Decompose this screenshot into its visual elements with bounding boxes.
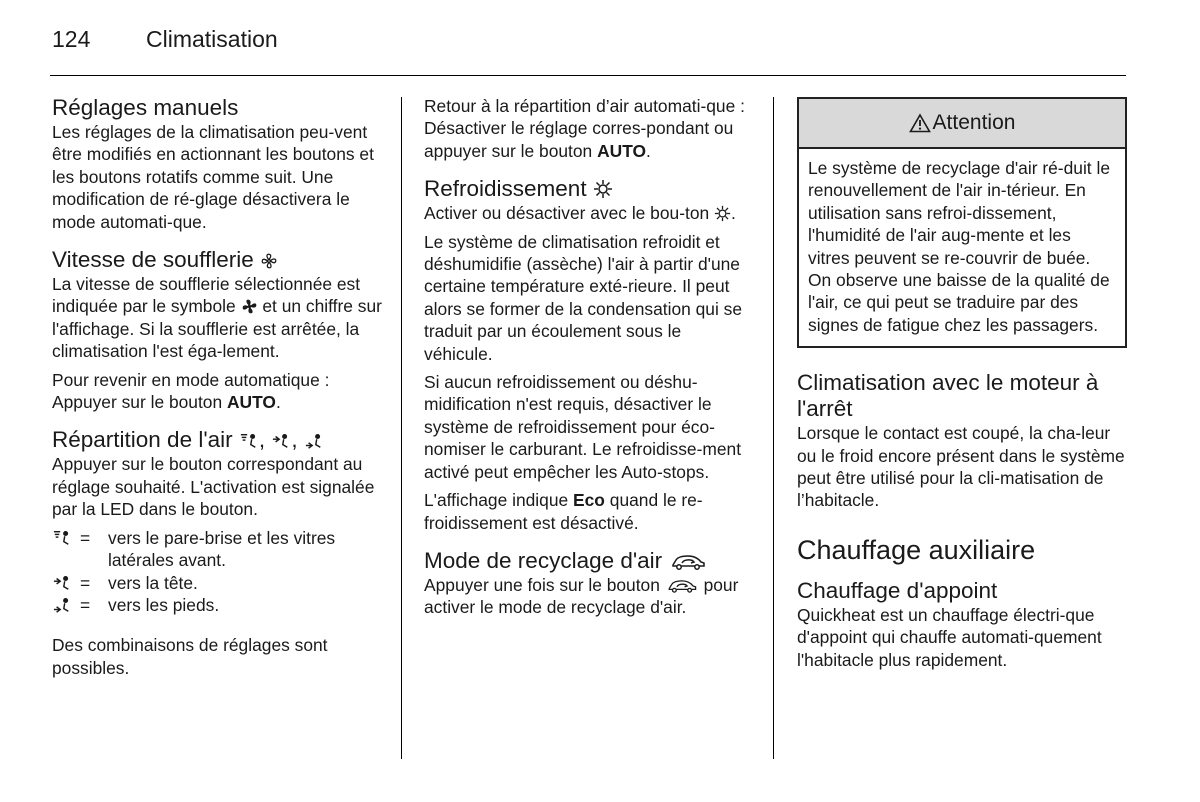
page-number: 124 — [52, 26, 91, 52]
head-air-icon — [271, 432, 291, 450]
heading-engine-off: Climatisation avec le moteur à l'arrêt — [797, 370, 1099, 422]
windscreen-air-icon — [52, 527, 80, 572]
legend-text-windscreen: vers le pare-brise et les vitres latérales avant. — [108, 527, 336, 571]
attention-title: Attention — [932, 110, 1016, 134]
heading-air-distribution: Répartition de l'air , , — [52, 427, 387, 453]
heading-supplementary-heating: Chauffage d'appoint — [797, 577, 998, 603]
attention-box — [797, 97, 1127, 348]
snowflake-icon — [593, 179, 613, 199]
heading-cooling: Refroidissement — [424, 176, 754, 202]
paragraph-air-distribution: Appuyer sur le bouton correspondant au réglage souhaité. L'activation est signalée par la LED dans le bouton. — [52, 454, 375, 520]
column-2 — [424, 95, 754, 625]
auto-button-label: AUTO — [597, 140, 647, 161]
eco-label: Eco — [573, 490, 605, 511]
legend-equals: = — [80, 594, 91, 615]
legend-text-feet: vers les pieds. — [108, 594, 220, 615]
paragraph-recirculation: Appuyer une fois sur le bouton pour activer le mode de recyclage d'air. — [424, 574, 739, 618]
auto-button-label: AUTO — [227, 392, 276, 413]
heading-manual-settings: Réglages manuels — [52, 95, 239, 120]
paragraph-return-auto: Pour revenir en mode automatique : Appuyer sur le bouton AUTO. — [52, 369, 330, 413]
feet-air-icon — [52, 594, 80, 616]
paragraph-quickheat: Quickheat est un chauffage électri-que d'appoint qui chauffe automati-quement l'habitacle plus rapidement. — [797, 604, 1102, 670]
heading-recirculation: Mode de recyclage d'air — [424, 548, 754, 574]
paragraph-cooling-system: Le système de climatisation refroidit et déshumidifie (assèche) l'air à partir d'une certaine température exté-rieure. Il peut alors se former de la condensation qui se traduit par un écoulement sous le véhicule. — [424, 231, 743, 364]
windscreen-air-icon — [239, 432, 259, 450]
paragraph-eco: L'affichage indique Eco quand le re-froidissement est désactivé. — [424, 490, 703, 533]
column-3 — [797, 95, 1127, 677]
attention-body: Le système de recyclage d'air ré-duit le renouvellement de l'air in-térieur. En utilisation sans refroi-dissement, l'humidité de l'air aug-mente et les vitres peuvent se re-couvrir de buée. On observe une baisse de la qualité de l'air, ce qui peut se traduire par des signes de fatigue chez les passagers. — [808, 158, 1111, 335]
recirculation-icon — [668, 553, 708, 571]
warning-triangle-icon — [909, 113, 931, 133]
legend-equals: = — [80, 572, 91, 593]
column-divider-2 — [773, 97, 774, 759]
feet-air-icon — [304, 432, 324, 450]
legend-equals: = — [80, 527, 91, 548]
paragraph-cooling-toggle: Activer ou désactiver avec le bou-ton . — [424, 203, 736, 224]
paragraph-manual-settings: Les réglages de la climatisation peu-vent être modifiés en actionnant les boutons et les boutons rotatifs comme suit. Une modification de ré-glage désactivera le mode automati-que. — [52, 122, 374, 232]
heading-fan-speed: Vitesse de soufflerie — [52, 247, 387, 273]
fan-icon — [260, 252, 278, 270]
attention-header — [799, 99, 1125, 149]
chapter-title: Climatisation — [146, 26, 278, 52]
fan-symbol-icon — [241, 298, 258, 315]
column-divider-1 — [401, 97, 402, 759]
paragraph-combinations: Des combinaisons de réglages sont possibles. — [52, 635, 328, 678]
head-air-icon — [52, 572, 80, 594]
snowflake-icon — [714, 205, 731, 222]
paragraph-fan-speed: La vitesse de soufflerie sélectionnée est indiquée par le symbole et un chiffre sur l'affichage. Si la soufflerie est arrêtée, la climatisation l'est éga-lement. — [52, 274, 382, 362]
paragraph-cooling-off: Si aucun refroidissement ou déshu-midification n'est requis, désactiver le système de refroidissement pour éco-nomiser le carburant. Le refroidisse-ment activé peut empêcher les Auto-stops. — [424, 372, 742, 482]
air-distribution-legend — [52, 527, 387, 617]
recirculation-icon — [665, 578, 699, 594]
paragraph-engine-off: Lorsque le contact est coupé, la cha-leur ou le froid encore présent dans le système peut être utilisé pour la cli-matisation de l’habitacle. — [797, 423, 1125, 511]
column-1 — [52, 95, 387, 685]
paragraph-return-auto-distribution: Retour à la répartition d’air automati-que : Désactiver le réglage corres-pondant ou appuyer sur le bouton AUTO. — [424, 96, 745, 161]
legend-text-head: vers la tête. — [108, 572, 198, 593]
header-rule — [50, 75, 1126, 76]
page-header — [52, 26, 278, 53]
heading-auxiliary-heating: Chauffage auxiliaire — [797, 534, 1036, 565]
